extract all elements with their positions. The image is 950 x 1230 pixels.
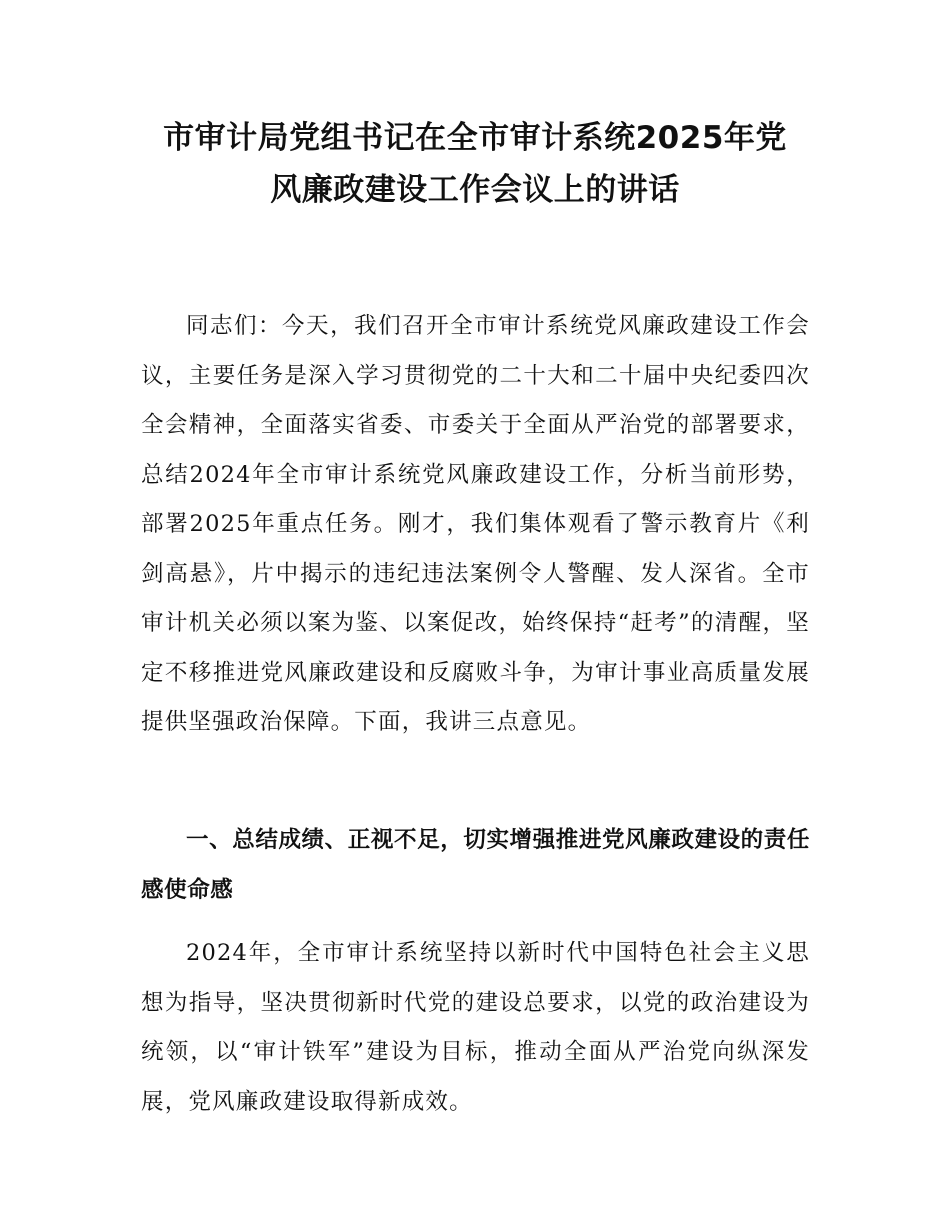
document-title-line-1: 市审计局党组书记在全市审计系统2025年党 [163,120,787,156]
opening-paragraph: 同志们：今天，我们召开全市审计系统党风廉政建设工作会议，主要任务是深入学习贯彻党的二十大和二十届中央纪委四次全会精神，全面落实省委、市委关于全面从严治党的部署要求，总结2024年全市审计系统党风廉政建设工作，分析当前形势，部署2025年重点任务。刚才，我们集体观看了警示教育片《利剑高悬》，片中揭示的违纪违法案例令人警醒、发人深省。全市审计机关必须以案为鉴、以案促改，始终保持“赶考”的清醒，坚定不移推进党风廉政建设和反腐败斗争，为审计事业高质量发展提供坚强政治保障。下面，我讲三点意见。 [141,313,810,735]
document-title-line-2: 风廉政建设工作会议上的讲话 [270,172,680,208]
document-title [140,112,810,216]
section-1-paragraph: 2024年，全市审计系统坚持以新时代中国特色社会主义思想为指导，坚决贯彻新时代党的建设总要求，以党的政治建设为统领，以“审计铁军”建设为目标，推动全面从严治党向纵深发展，党风廉政建设取得新成效。 [141,940,810,1115]
section-1-heading: 一、总结成绩、正视不足，切实增强推进党风廉政建设的责任感使命感 [141,827,810,903]
